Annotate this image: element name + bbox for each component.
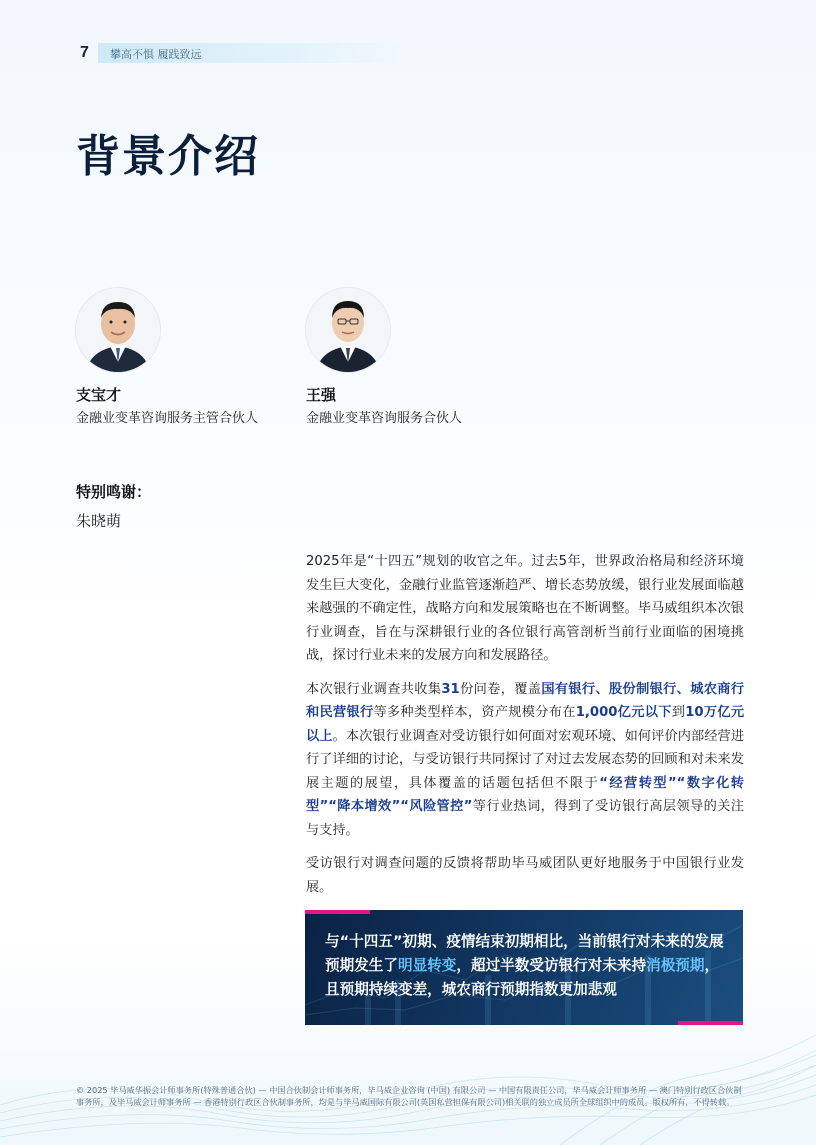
person-card <box>76 288 306 426</box>
text-run: ，且预期持续变差，城农商行预期指数更加悲观 <box>325 957 720 998</box>
acknowledgement-name: 朱晓萌 <box>76 512 122 530</box>
highlight-text: 31 <box>441 681 460 697</box>
callout-text <box>325 930 729 1002</box>
person-name: 支宝才 <box>76 386 122 404</box>
copyright-footer: © 2025 毕马威华振会计师事务所(特殊普通合伙) — 中国合伙制会计师事务所，毕马威企业咨询 (中国) 有限公司 — 中国有限责任公司，毕马威会计师事务所 — 澳门特别行政区合伙制事务所，及毕马威会计师事务所 — 香港特别行政区合伙制事务所，均是与毕马威国际有限公司(英国私营担保有限公司)相关联的独立成员所全球组织中的成员。版权所有，不得转载。 <box>76 1085 742 1107</box>
text-run: 。本次银行业调查对受访银行如何面对宏观环境、如何评价内部经营进行了详细的讨论，与受访银行共同探讨了对过去发展态势的回顾和对未来发展主题的展望，具体覆盖的话题包括但不限于 <box>306 728 745 791</box>
text-run: 等行业热词，得到了受访银行高层领导的关注与支持。 <box>306 799 744 838</box>
portrait-photo-icon <box>306 288 390 372</box>
text-run: 到 <box>671 705 686 720</box>
text-run: 本次银行业调查共收集 <box>306 681 442 697</box>
body-text <box>306 550 744 909</box>
page-number: 7 <box>80 44 89 61</box>
text-run: 与“十四五”初期、疫情结束初期相比，当前银行对未来的发展预期发生了 <box>325 933 724 974</box>
wave-mesh-decoration <box>0 1015 816 1145</box>
highlight-text: “经营转型”“数字化转型”“降本增效”“风险管控” <box>306 775 744 814</box>
person-card <box>306 288 536 426</box>
acknowledgement-label: 特别鸣谢： <box>76 483 152 501</box>
person-role: 金融业变革咨询服务主管合伙人 <box>76 411 259 426</box>
paragraph-2 <box>306 678 744 843</box>
accent-bar <box>305 910 370 914</box>
highlight-text: 1,000亿元以下 <box>575 705 672 720</box>
paragraph-3: 受访银行对调查问题的反馈将帮助毕马威团队更好地服务于中国银行业发展。 <box>306 856 744 895</box>
highlight-text: 10万亿元以上 <box>306 705 745 744</box>
text-run: 等多种类型样本，资产规模分布在 <box>373 705 576 720</box>
header-tagline: 攀高不惧 履践致远 <box>110 48 202 61</box>
portrait-photo-icon <box>76 288 160 372</box>
text-run: ，超过半数受访银行对未来持 <box>456 957 647 974</box>
text-run: 份问卷，覆盖 <box>459 681 542 697</box>
person-role: 金融业变革咨询服务合伙人 <box>306 411 463 426</box>
header-tag-bar <box>98 43 408 63</box>
paragraph-1: 2025年是“十四五”规划的收官之年。过去5年，世界政治格局和经济环境发生巨大变化，金融行业监管逐渐趋严、增长态势放缓，银行业发展面临越来越强的不确定性，战略方向和发展策略也在不断调整。毕马威组织本次银行业调查，旨在与深耕银行业的各位银行高管剖析当前行业面临的困境挑战，探讨行业未来的发展方向和发展路径。 <box>306 554 744 663</box>
page-title: 背景介绍 <box>76 131 260 182</box>
highlight-text: 明显转变 <box>397 957 457 974</box>
highlight-text: 国有银行、股份制银行、城农商行和民营银行 <box>306 681 745 720</box>
callout-box <box>305 910 743 1025</box>
person-name: 王强 <box>306 386 337 404</box>
highlight-text: 消极预期 <box>646 957 705 974</box>
